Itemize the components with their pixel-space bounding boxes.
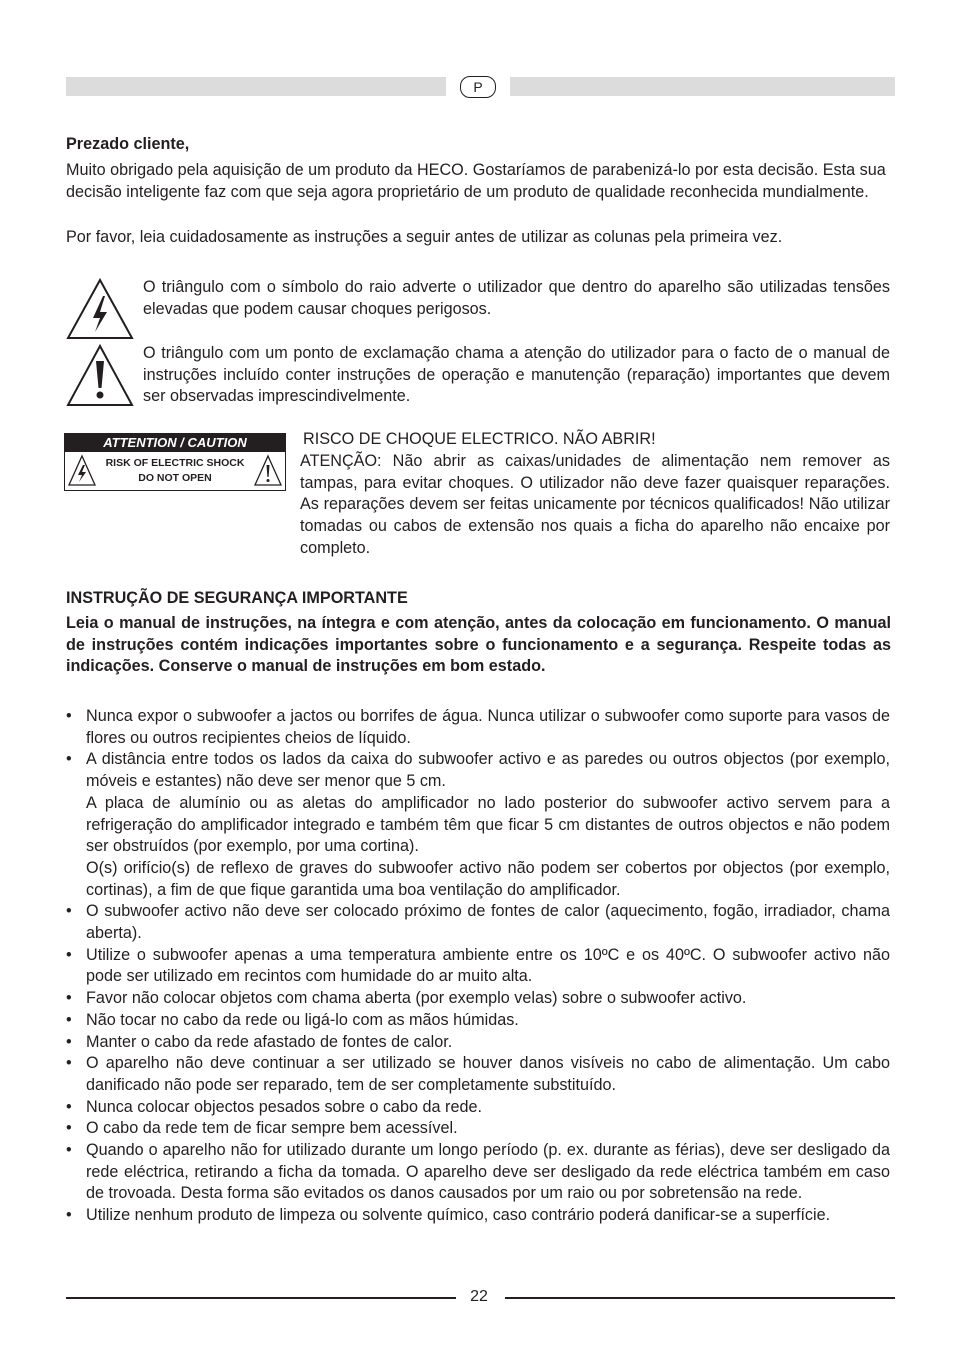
list-item: • Não tocar no cabo da rede ou ligá-lo com as mãos húmidas.	[66, 1010, 890, 1032]
bullet: •	[66, 1097, 72, 1116]
bullet: •	[66, 1054, 72, 1073]
bullet: •	[66, 1206, 72, 1225]
footer-rule-right	[505, 1297, 895, 1299]
bullet: •	[66, 1119, 72, 1138]
caution-label	[64, 433, 286, 491]
list-item: • Utilize nenhum produto de limpeza ou solvente químico, caso contrário poderá danificar-se a superfície.	[66, 1205, 890, 1227]
bullet: •	[66, 707, 72, 725]
caution-body: ATENÇÃO: Não abrir as caixas/unidades de alimentação nem remover as tampas, para evitar choques. O utilizador não deve fazer quaisquer reparações. As reparações devem ser feitas unicamente por técnicos qualificados! Não utilizar tomadas ou cabos de extensão nos quais a ficha do aparelho não encaixe por completo.	[300, 452, 890, 557]
intro-paragraph-2: Por favor, leia cuidadosamente as instruções a seguir antes de utilizar as colunas pela primeira vez.	[66, 228, 783, 246]
exclamation-symbol-text: O triângulo com um ponto de exclamação chama a atenção do utilizador para o facto de o manual de instruções incluído conter instruções de operação e manutenção (reparação) importantes que devem ser observadas imprescindivelmente.	[143, 344, 890, 406]
bullet: •	[66, 902, 72, 921]
caution-label-title: ATTENTION / CAUTION	[65, 434, 285, 452]
caution-heading: RISCO DE CHOQUE ELECTRICO. NÃO ABRIR!	[303, 430, 656, 448]
bullet: •	[66, 945, 72, 964]
list-item: • O cabo da rede tem de ficar sempre bem acessível.	[66, 1118, 890, 1140]
list-item: • Favor não colocar objetos com chama aberta (por exemplo velas) sobre o subwoofer activo.	[66, 988, 890, 1010]
safety-intro: Leia o manual de instruções, na íntegra e com atenção, antes da colocação em funcionamento. O manual de instruções contém indicações importantes sobre o funcionamento e a segurança. Respeite todas as indicações. Conserve o manual de instruções em bom estado.	[66, 614, 891, 676]
bullet: •	[66, 1141, 72, 1160]
list-item-continuation: O(s) orifício(s) de reflexo de graves do subwoofer activo não podem ser cobertos por objectos (por exemplo, cortinas), a fim de que fique garantida uma boa ventilação do amplificador.	[86, 858, 890, 899]
caution-label-line-1: RISK OF ELECTRIC SHOCK	[105, 457, 245, 469]
list-item: • O subwoofer activo não deve ser colocado próximo de fontes de calor (aquecimento, fogão, irradiador, chama aberta).	[66, 902, 890, 943]
header-bar-left	[66, 77, 446, 96]
caution-label-line-2: DO NOT OPEN	[138, 472, 212, 484]
bullet: •	[66, 750, 72, 769]
caution-label-message	[99, 456, 251, 486]
list-item: • Manter o cabo da rede afastado de fontes de calor.	[66, 1032, 890, 1054]
exclamation-warning-icon	[253, 454, 283, 488]
list-item-continuation: A placa de alumínio ou as aletas do amplificador no lado posterior do subwoofer activo servem para a refrigeração do amplificador integrado e também têm que ficar 5 cm distantes de outros objectos e não podem ser obstruídos (por exemplo, por uma cortina).	[86, 793, 890, 856]
lightning-warning-icon	[67, 454, 97, 488]
bullet: •	[66, 989, 72, 1008]
greeting: Prezado cliente,	[66, 135, 190, 153]
bullet: •	[66, 1010, 72, 1029]
list-item: • Utilize o subwoofer apenas a uma temperatura ambiente entre os 10ºC e os 40ºC. O subwoofer activo não pode ser utilizado em recintos com humidade do ar muito alta.	[66, 945, 890, 986]
header-bar-right	[510, 77, 895, 96]
bullet: •	[66, 1032, 72, 1051]
language-code-badge: P	[460, 76, 496, 98]
safety-instructions-list	[66, 706, 890, 1227]
list-item: • Quando o aparelho não for utilizado durante um longo período (p. ex. durante as férias), deve ser desligado da rede eléctrica, retirando a ficha da tomada. O aparelho deve ser desligado da rede eléctrica também em caso de trovoada. Desta forma são evitados os danos causados por um raio ou por sobretensão na rede.	[66, 1141, 890, 1203]
safety-heading: INSTRUÇÃO DE SEGURANÇA IMPORTANTE	[66, 589, 408, 607]
page-number: 22	[470, 1288, 488, 1305]
intro-paragraph-1: Muito obrigado pela aquisição de um produto da HECO. Gostaríamos de parabenizá-lo por esta decisão. Esta sua decisão inteligente faz com que seja agora proprietário de um produto de qualidade reconhecida mundialmente.	[66, 161, 886, 201]
lightning-symbol-text: O triângulo com o símbolo do raio adverte o utilizador que dentro do aparelho são utilizadas tensões elevadas que podem causar choques perigosos.	[143, 278, 890, 318]
exclamation-warning-icon	[65, 342, 135, 412]
list-item: • A distância entre todos os lados da caixa do subwoofer activo e as paredes ou outros objectos (por exemplo, móveis e estantes) não deve ser menor que 5 cm. A placa de alumínio ou as aletas do amplificador no lado posterior do subwoofer activo servem para a refrigeração do amplificador integrado e também têm que ficar 5 cm distantes de outros objectos e não podem ser obstruídos (por exemplo, por uma cortina). O(s) orifício(s) de reflexo de graves do subwoofer activo não podem ser cobertos por objectos (por exemplo, cortinas), a fim de que fique garantida uma boa ventilação do amplificador.	[66, 750, 890, 899]
footer-rule-left	[66, 1297, 456, 1299]
list-item: • Nunca expor o subwoofer a jactos ou borrifes de água. Nunca utilizar o subwoofer como suporte para vasos de flores ou outros recipientes cheios de líquido.	[66, 707, 890, 747]
list-item: • Nunca colocar objectos pesados sobre o cabo da rede.	[66, 1097, 890, 1119]
list-item: • O aparelho não deve continuar a ser utilizado se houver danos visíveis no cabo de alimentação. Um cabo danificado não pode ser reparado, tem de ser completamente substituído.	[66, 1054, 890, 1094]
lightning-warning-icon	[65, 276, 135, 346]
